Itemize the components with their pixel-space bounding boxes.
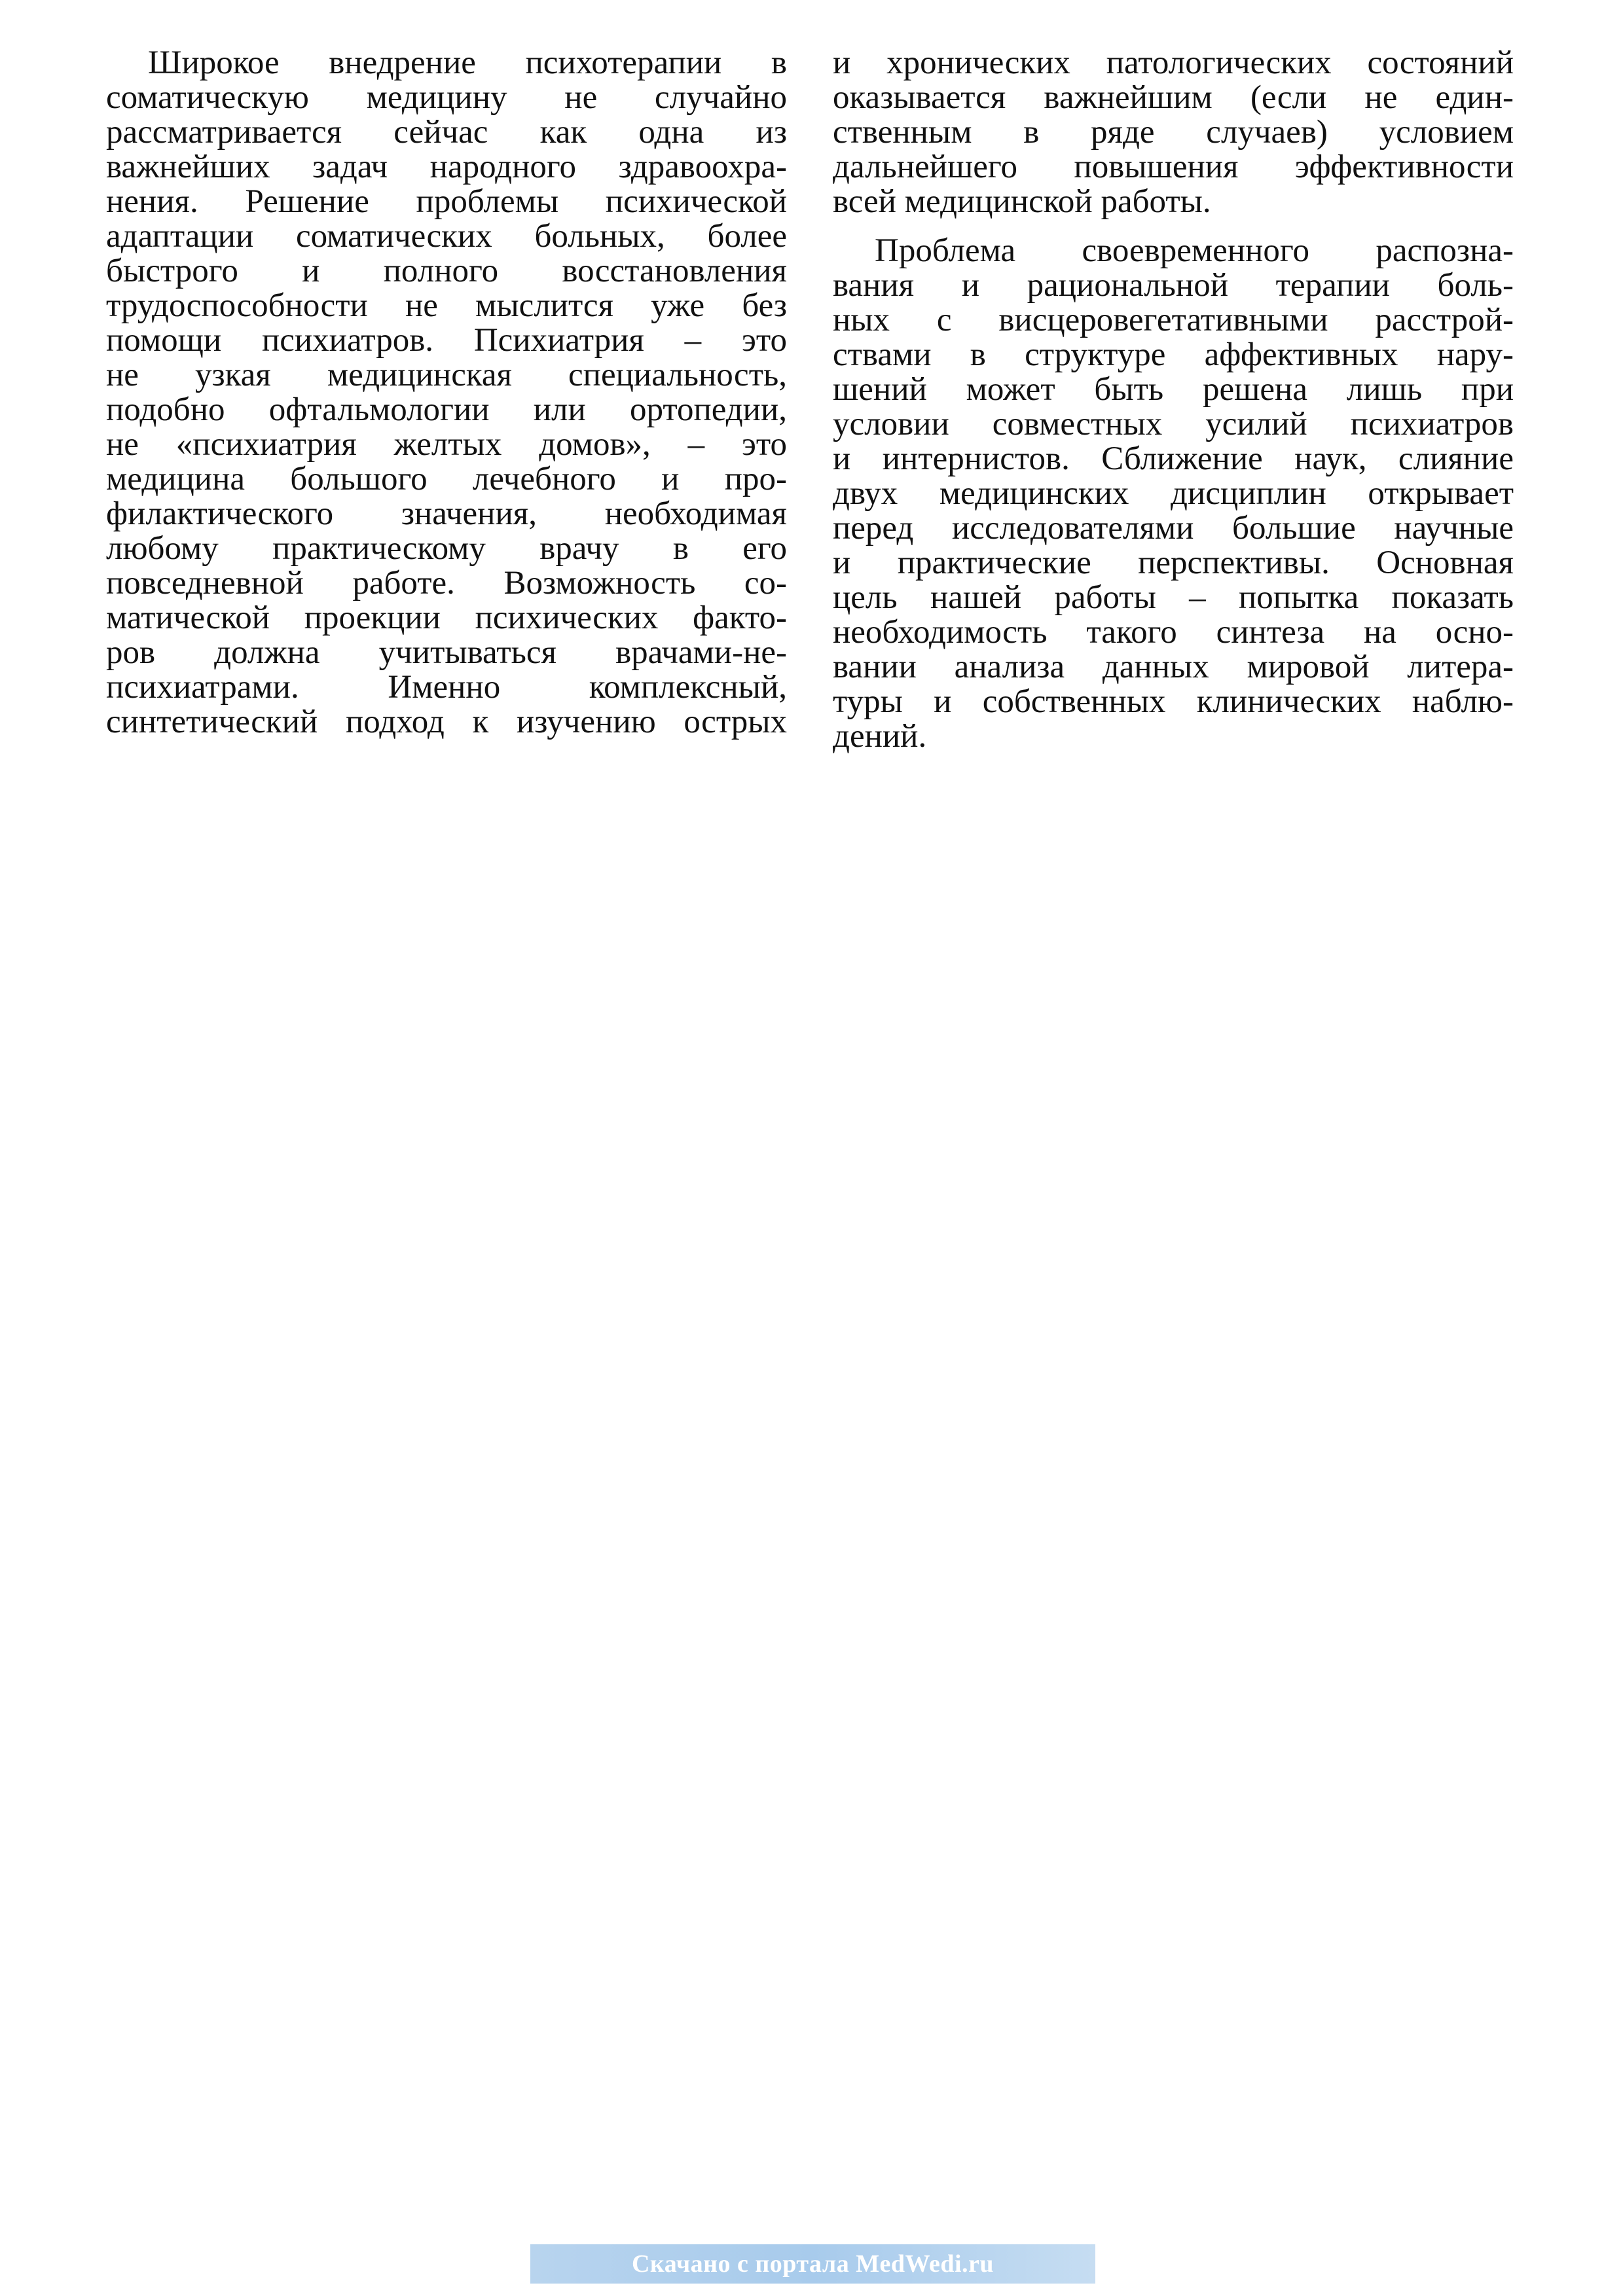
text-line: адаптации соматических больных, более [106, 218, 787, 255]
text-line: не узкая медицинская специальность, [106, 357, 787, 393]
paragraph-gap [833, 219, 1514, 234]
text-line: матической проекции психических факто- [106, 600, 787, 636]
text-line: любому практическому врачу в его [106, 530, 787, 567]
text-line: условии совместных усилий психиатров [833, 406, 1514, 442]
right-column [833, 46, 1514, 754]
text-line: Широкое внедрение психотерапии в [148, 45, 787, 81]
text-line: ственным в ряде случаев) условием [833, 114, 1514, 151]
text-line: повседневной работе. Возможность со- [106, 565, 787, 601]
text-line: ных с висцеровегетативными расстрой- [833, 302, 1514, 338]
text-line: шений может быть решена лишь при [833, 371, 1514, 408]
text-line: Проблема своевременного распозна- [875, 232, 1514, 269]
watermark-banner [530, 2244, 1095, 2284]
text-line: дений. [833, 718, 927, 755]
text-line: оказывается важнейшим (если не един- [833, 79, 1514, 116]
text-line: двух медицинских дисциплин открывает [833, 475, 1514, 512]
text-line: дальнейшего повышения эффективности [833, 149, 1514, 185]
text-line: быстрого и полного восстановления [106, 253, 787, 289]
text-line: ров должна учитываться врачами-не- [106, 634, 787, 671]
text-line: туры и собственных клинических наблю- [833, 683, 1514, 720]
text-line: важнейших задач народного здравоохра- [106, 149, 787, 185]
text-line: цель нашей работы – попытка показать [833, 579, 1514, 616]
text-line: не «психиатрия желтых домов», – это [106, 426, 787, 463]
text-line: подобно офтальмологии или ортопедии, [106, 391, 787, 428]
text-line: вании анализа данных мировой литера- [833, 649, 1514, 685]
text-line: трудоспособности не мыслится уже без [106, 287, 787, 324]
watermark-text: Скачано с портала MedWedi.ru [631, 2250, 994, 2278]
text-line: и хронических патологических состояний [833, 45, 1514, 81]
text-line: синтетический подход к изучению острых [106, 704, 787, 740]
right-paragraph-2 [833, 234, 1514, 754]
text-line: нения. Решение проблемы психической [106, 183, 787, 220]
text-line: перед исследователями большие научные [833, 510, 1514, 547]
text-line: и интернистов. Сближение наук, слияние [833, 440, 1514, 477]
text-line: необходимость такого синтеза на осно- [833, 614, 1514, 651]
text-line: и практические перспективы. Основная [833, 545, 1514, 581]
text-line: помощи психиатров. Психиатрия – это [106, 322, 787, 359]
text-line: ствами в структуре аффективных нару- [833, 336, 1514, 373]
text-line: медицина большого лечебного и про- [106, 461, 787, 497]
left-column [106, 46, 787, 740]
text-line: психиатрами. Именно комплексный, [106, 669, 787, 706]
text-line: всей медицинской работы. [833, 183, 1211, 220]
text-line: филактического значения, необходимая [106, 495, 787, 532]
text-line: вания и рациональной терапии боль- [833, 267, 1514, 304]
text-line: соматическую медицину не случайно [106, 79, 787, 116]
text-line: рассматривается сейчас как одна из [106, 114, 787, 151]
right-paragraph-1 [833, 46, 1514, 219]
